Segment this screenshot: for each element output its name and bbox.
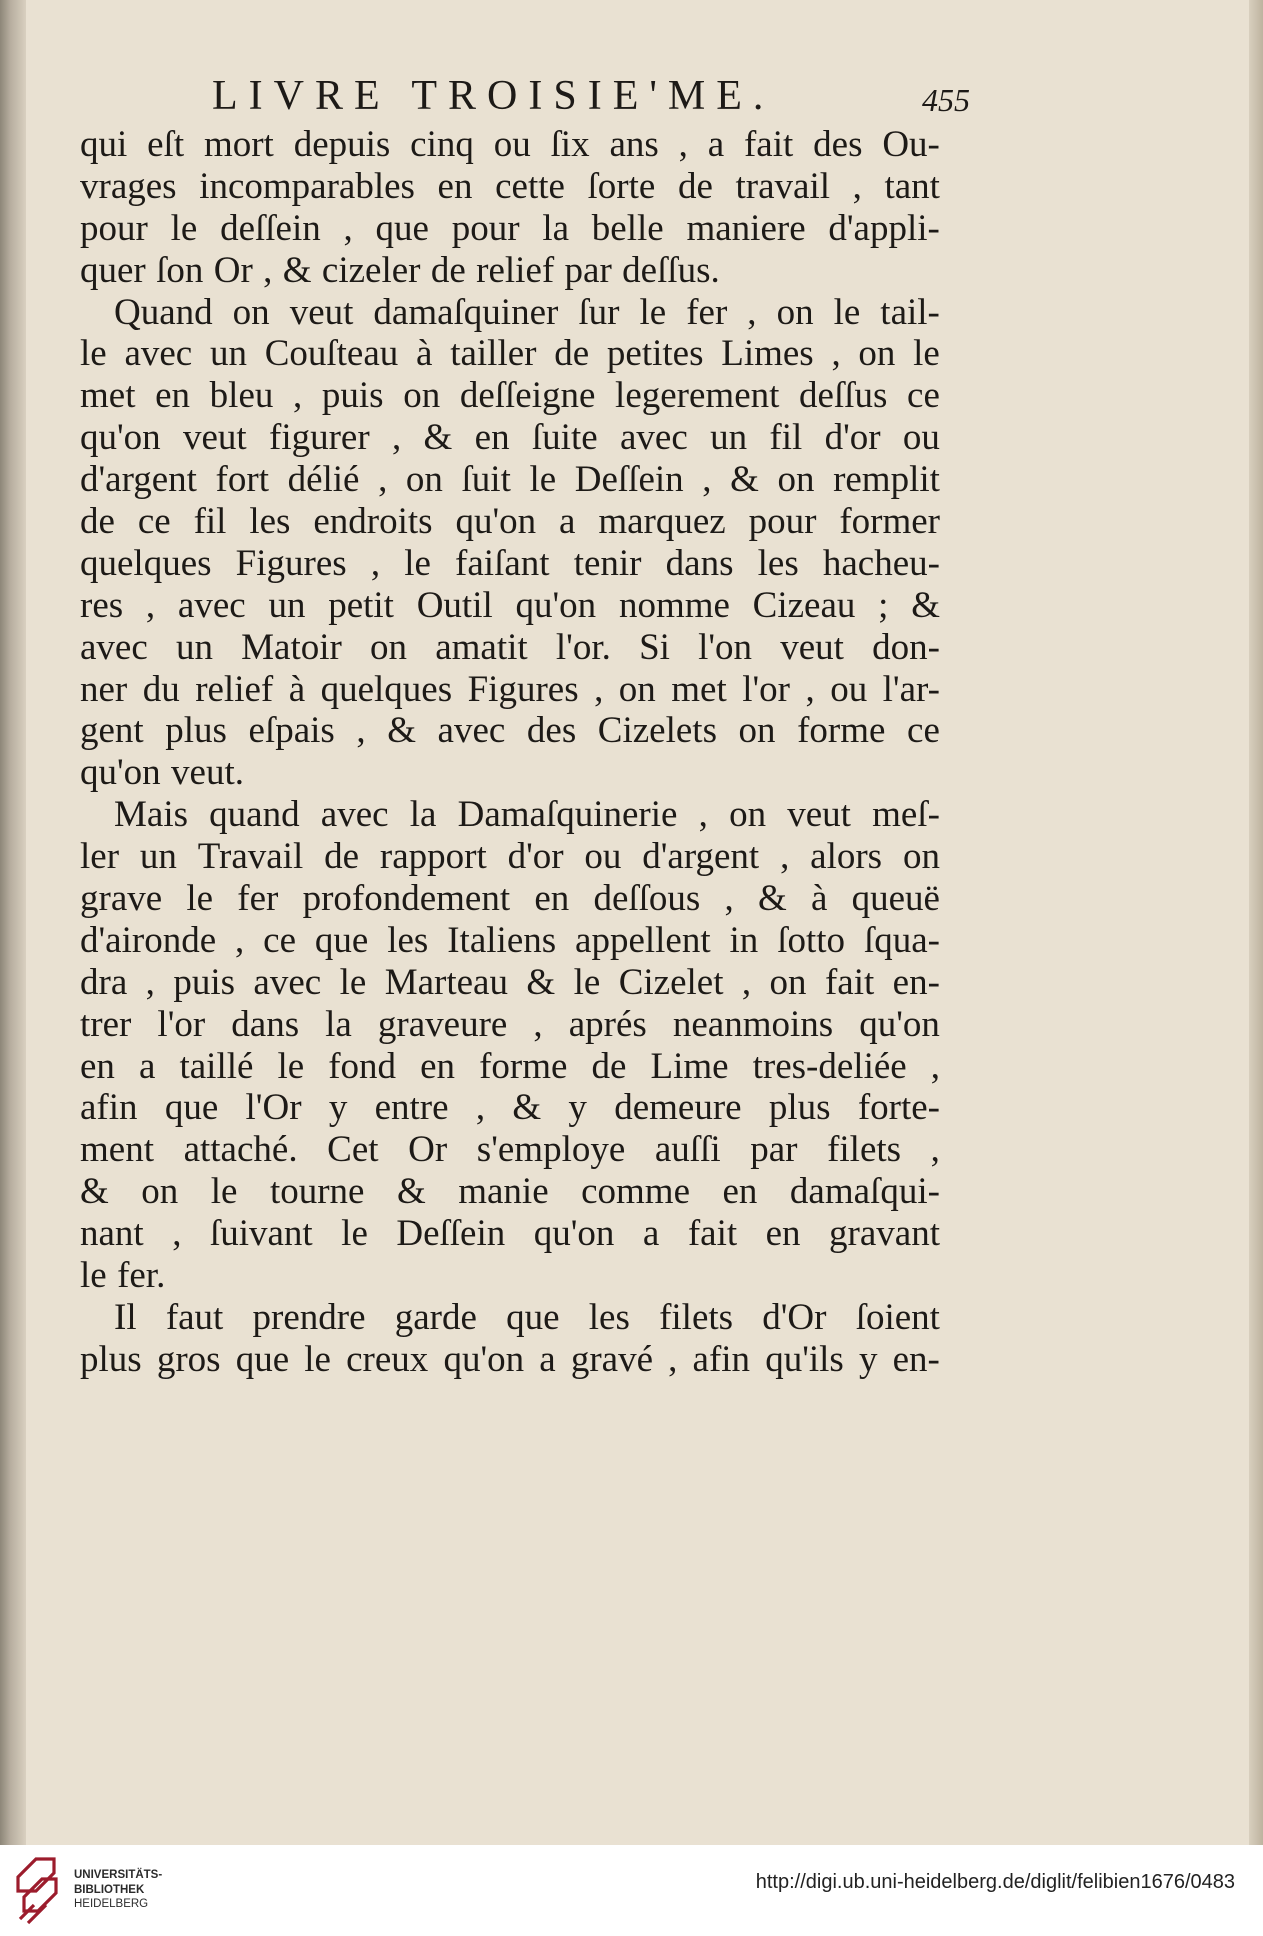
text-line: en a taillé le fond en forme de Lime tres-deliée , bbox=[80, 1045, 940, 1087]
text-line: le avec un Couſteau à tailler de petites Limes , on le bbox=[80, 333, 940, 375]
source-url[interactable]: http://digi.ub.uni-heidelberg.de/diglit/felibien1676/0483 bbox=[755, 1871, 1235, 1893]
text-line: Il faut prendre garde que les filets d'Or ſoient bbox=[114, 1296, 940, 1338]
library-name-line: HEIDELBERG bbox=[74, 1898, 149, 1910]
library-name bbox=[74, 1868, 162, 1912]
page-edge bbox=[1249, 0, 1263, 1845]
text-line: Mais quand avec la Damaſquinerie , on veut meſ- bbox=[114, 794, 940, 836]
text-line: avec un Matoir on amatit l'or. Si l'on veut don- bbox=[80, 626, 940, 668]
text-line: afin que l'Or y entre , & y demeure plus forte- bbox=[80, 1087, 940, 1129]
text-line: d'argent fort délié , on ſuit le Deſſein , & on remplit bbox=[80, 459, 940, 501]
text-line: qu'on veut figurer , & en ſuite avec un fil d'or ou bbox=[80, 417, 940, 459]
text-line: qui eſt mort depuis cinq ou ſix ans , a fait des Ou- bbox=[80, 124, 940, 165]
text-line: ler un Travail de rapport d'or ou d'argent , alors on bbox=[80, 836, 940, 878]
text-line: de ce fil les endroits qu'on a marquez pour former bbox=[80, 501, 940, 543]
text-line: nant , ſuivant le Deſſein qu'on a fait en gravant bbox=[80, 1213, 940, 1255]
text-line: gent plus eſpais , & avec des Cizelets on forme ce bbox=[80, 710, 940, 752]
text-line: le fer. bbox=[80, 1255, 166, 1297]
library-name-line: BIBLIOTHEK bbox=[74, 1883, 145, 1896]
text-line: grave le fer profondement en deſſous , & à queuë bbox=[80, 878, 940, 920]
text-line: ner du relief à quelques Figures , on met l'or , ou l'ar- bbox=[80, 668, 940, 710]
library-footer bbox=[0, 1845, 1263, 1936]
page-gutter-shadow bbox=[0, 0, 26, 1845]
text-line: quelques Figures , le faiſant tenir dans les hacheu- bbox=[80, 542, 940, 584]
text-line: res , avec un petit Outil qu'on nomme Cizeau ; & bbox=[80, 584, 940, 626]
text-line: pour le deſſein , que pour la belle maniere d'appli- bbox=[80, 207, 940, 249]
text-line: d'aironde , ce que les Italiens appellent in ſotto ſqua- bbox=[80, 919, 940, 961]
text-line: quer ſon Or , & cizeler de relief par deſſus. bbox=[80, 249, 720, 291]
page-header bbox=[200, 72, 970, 128]
text-line: vrages incomparables en cette ſorte de travail , tant bbox=[80, 165, 940, 207]
text-line: trer l'or dans la graveure , aprés neanmoins qu'on bbox=[80, 1003, 940, 1045]
library-logo-icon bbox=[12, 1853, 62, 1927]
text-line: ment attaché. Cet Or s'employe auſſi par filets , bbox=[80, 1129, 940, 1171]
text-line: dra , puis avec le Marteau & le Cizelet , on fait en- bbox=[80, 961, 940, 1003]
text-line: Quand on veut damaſquiner ſur le fer , on le tail- bbox=[114, 291, 940, 333]
page-number: 455 bbox=[922, 82, 970, 118]
text-line: plus gros que le creux qu'on a gravé , afin qu'ils y en- bbox=[80, 1338, 940, 1380]
library-name-line: UNIVERSITÄTS- bbox=[74, 1869, 163, 1881]
text-line: met en bleu , puis on deſſeigne legerement deſſus ce bbox=[80, 375, 940, 417]
text-line: qu'on veut. bbox=[80, 752, 244, 794]
body-text bbox=[80, 124, 940, 1381]
running-head: LIVRE TROISIE'ME. bbox=[212, 73, 775, 119]
text-line: & on le tourne & manie comme en damaſqui- bbox=[80, 1171, 940, 1213]
